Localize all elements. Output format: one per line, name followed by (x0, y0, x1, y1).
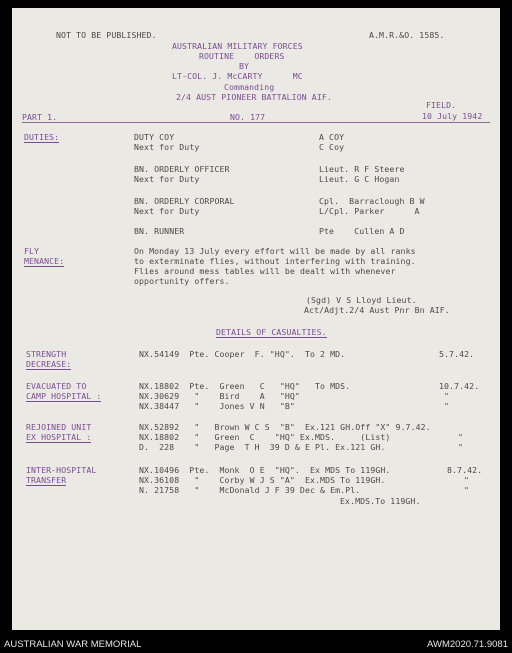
casualty-row: D. 228 " Page T H 39 D & E Pl. Ex.121 GH. (139, 442, 386, 452)
casualty-row: NX.38447 " Jones V N "B" (139, 401, 295, 411)
inter-hospital-heading: INTER-HOSPITAL (26, 465, 97, 475)
duty-assignee: C Coy (319, 142, 345, 152)
casualty-row: NX.30629 " Bird A "HQ" (139, 391, 300, 401)
by-line: BY (239, 61, 250, 71)
rejoined-heading: REJOINED UNIT (26, 422, 92, 432)
duty-assignee: Lieut. G C Hogan (319, 174, 400, 184)
fly-paragraph-line: to exterminate flies, without interfering with training. (134, 256, 416, 266)
casualties-title: DETAILS OF CASUALTIES. (216, 327, 327, 337)
ditto-mark: " (458, 432, 464, 442)
fly-heading: FLY (24, 246, 40, 256)
duty-role: Next for Duty (134, 174, 200, 184)
duty-role: DUTY COY (134, 132, 175, 142)
ditto-mark: " (464, 475, 470, 485)
footer-credit: AUSTRALIAN WAR MEMORIAL (4, 639, 142, 650)
order-number: NO. 177 (230, 112, 266, 122)
routine-orders-title: ROUTINE ORDERS (199, 51, 285, 61)
duty-assignee: Lieut. R F Steere (319, 164, 405, 174)
fly-paragraph-line: On Monday 13 July every effort will be made by all ranks (134, 246, 416, 256)
casualty-row: N. 21758 " McDonald J F 39 Dec & Em.Pl. (139, 485, 361, 495)
duty-role: BN. RUNNER (134, 226, 185, 236)
adjutant-line: Act/Adjt.2/4 Aust Pnr Bn AIF. (304, 305, 450, 315)
field-label: FIELD. (426, 100, 457, 110)
casualty-row: NX.36108 " Corby W J S "A" Ex.MDS To 119GH. (139, 475, 386, 485)
duty-role: Next for Duty (134, 142, 200, 152)
casualty-date: 5.7.42. (439, 349, 475, 359)
strength-heading: STRENGTH (26, 349, 67, 359)
duties-heading: DUTIES: (24, 132, 60, 142)
duty-assignee: Pte Cullen A D (319, 226, 405, 236)
order-reference: A.M.R.&O. 1585. (369, 30, 445, 40)
casualty-row: NX.52892 " Brown W C S "B" Ex.121 GH.Off "X" 9.7.42. (139, 422, 431, 432)
casualty-date: 8.7.42. (447, 465, 483, 475)
duty-assignee: Cpl. Barraclough B W (319, 196, 425, 206)
decrease-heading: DECREASE: (26, 359, 72, 369)
menance-heading: MENANCE: (24, 256, 65, 266)
casualty-row: NX.10496 Pte. Monk O E "HQ". Ex MDS To 119GH. (139, 465, 391, 475)
forces-title: AUSTRALIAN MILITARY FORCES (172, 41, 303, 51)
order-date: 10 July 1942 (422, 111, 483, 121)
ditto-mark: " (464, 485, 470, 495)
header-rule (22, 122, 490, 123)
ditto-mark: " (444, 391, 450, 401)
ditto-mark: " (444, 401, 450, 411)
battalion-name: 2/4 AUST PIONEER BATTALION AIF. (176, 92, 332, 102)
signature-line: (Sgd) V S Lloyd Lieut. (306, 295, 417, 305)
casualty-row: NX.18802 " Green C "HQ" Ex.MDS. (List) (139, 432, 391, 442)
footer-accession-number: AWM2020.71.9081 (427, 639, 508, 650)
casualty-date: 10.7.42. (439, 381, 480, 391)
ditto-mark: " (458, 442, 464, 452)
ex-hospital-heading: EX HOSPITAL : (26, 432, 92, 442)
part-label: PART 1. (22, 112, 58, 122)
duty-role: BN. ORDERLY CORPORAL (134, 196, 235, 206)
commanding-label: Commanding (224, 82, 275, 92)
duty-role: BN. ORDERLY OFFICER (134, 164, 230, 174)
fly-paragraph-line: opportunity offers. (134, 276, 230, 286)
casualty-row: NX.54149 Pte. Cooper F. "HQ". To 2 MD. (139, 349, 346, 359)
camp-hospital-heading: CAMP HOSPITAL : (26, 391, 102, 401)
transfer-heading: TRANSFER (26, 475, 67, 485)
fly-paragraph-line: Flies around mess tables will be dealt with whenever (134, 266, 396, 276)
casualty-row: Ex.MDS.To 119GH. (340, 496, 421, 506)
duty-role: Next for Duty (134, 206, 200, 216)
duty-assignee: L/Cpl. Parker A (319, 206, 420, 216)
casualty-row: NX.18802 Pte. Green C "HQ" To MDS. (139, 381, 351, 391)
duty-assignee: A COY (319, 132, 345, 142)
document-page (12, 8, 500, 630)
not-published-note: NOT TO BE PUBLISHED. (56, 30, 157, 40)
evacuated-heading: EVACUATED TO (26, 381, 87, 391)
commanding-officer: LT-COL. J. McCARTY MC (172, 71, 303, 81)
